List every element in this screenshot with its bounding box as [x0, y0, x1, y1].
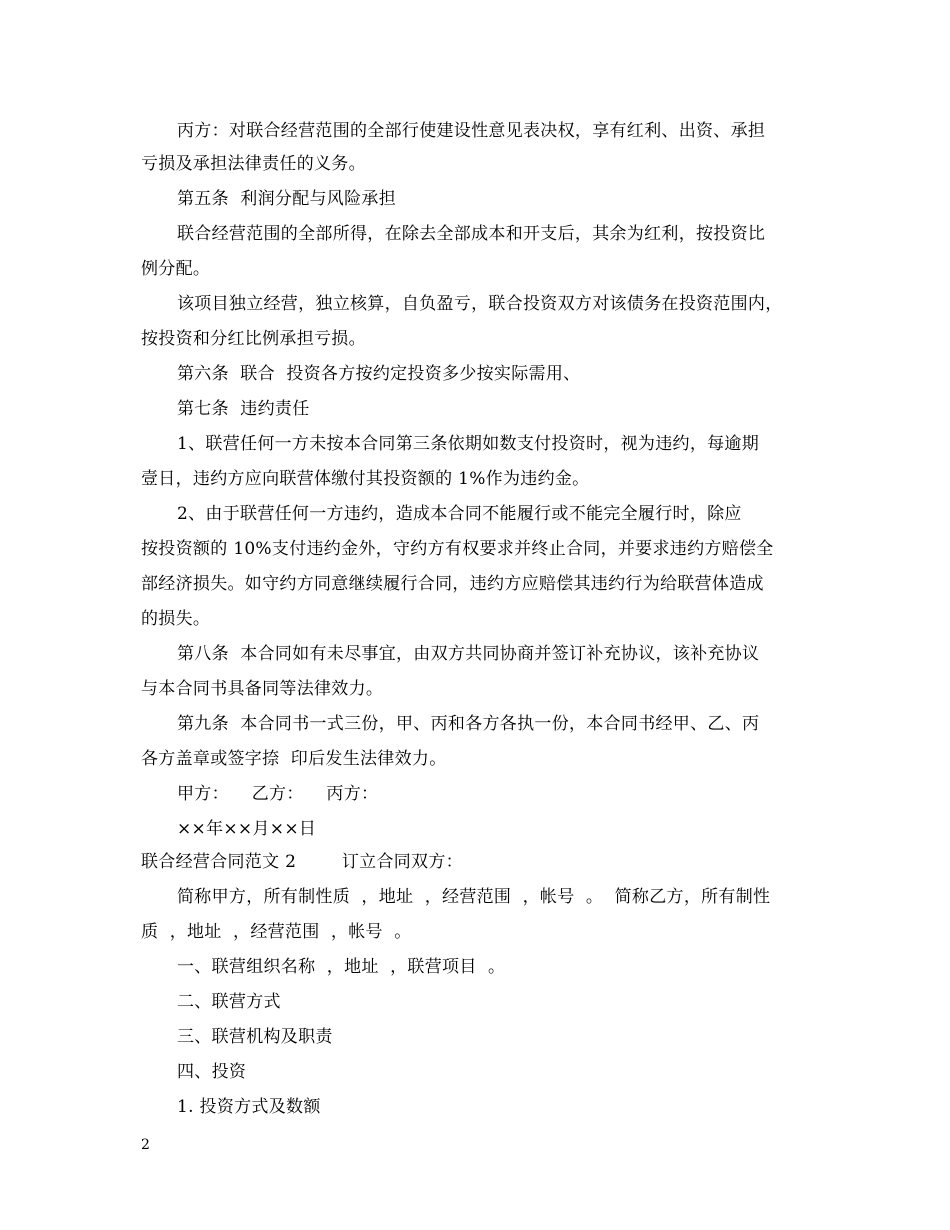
paragraph-line: 部经济损失。如守约方同意继续履行合同，违约方应赔偿其违约行为给联营体造成	[141, 574, 764, 594]
paragraph-line: 该项目独立经营，独立核算，自负盈亏，联合投资双方对该债务在投资范围内，	[177, 294, 783, 314]
paragraph-line: 按投资和分红比例承担亏损。	[141, 329, 366, 349]
paragraph-line: 质 ，地址 ，经营范围 ，帐号 。	[141, 922, 412, 942]
list-item: 一、联营组织名称 ，地址 ，联营项目 。	[177, 957, 506, 977]
signature-date: ××年××月××日	[177, 819, 317, 839]
paragraph-line: 亏损及承担法律责任的义务。	[141, 154, 366, 174]
list-item: 1. 投资方式及数额	[177, 1097, 321, 1117]
page-number: 2	[141, 1137, 150, 1153]
paragraph-line: 与本合同书具备同等法律效力。	[141, 679, 384, 699]
paragraph-line: 简称甲方，所有制性质 ，地址 ，经营范围 ，帐号 。 简称乙方，所有制性	[177, 887, 771, 907]
paragraph-line: 的损失。	[141, 609, 211, 629]
list-item: 三、联营机构及职责	[177, 1027, 333, 1047]
paragraph-line: 例分配。	[141, 259, 211, 279]
paragraph-line: 1、联营任何一方未按本合同第三条依期如数支付投资时，视为违约，每逾期	[177, 434, 760, 454]
paragraph-line: 第八条 本合同如有未尽事宜，由双方共同协商并签订补充协议，该补充协议	[177, 644, 760, 664]
section-heading: 第六条 联合 投资各方按约定投资多少按实际需用、	[177, 364, 581, 384]
paragraph-line: 2、由于联营任何一方违约，造成本合同不能履行或不能完全履行时，除应	[177, 504, 742, 524]
paragraph-line: 按投资额的 10%支付违约金外，守约方有权要求并终止合同，并要求违约方赔偿全	[141, 539, 774, 559]
signature-parties: 甲方： 乙方： 丙方：	[177, 784, 379, 804]
list-item: 四、投资	[177, 1062, 247, 1082]
paragraph-line: 第九条 本合同书一式三份，甲、丙和各方各执一份，本合同书经甲、乙、丙	[177, 714, 760, 734]
section-heading: 第七条 违约责任	[177, 399, 310, 419]
paragraph-line: 联合经营范围的全部所得，在除去全部成本和开支后，其余为红利，按投资比	[177, 224, 766, 244]
section-heading: 第五条 利润分配与风险承担	[177, 189, 397, 209]
document-title: 联合经营合同范文 2 订立合同双方：	[141, 852, 463, 872]
paragraph-line: 各方盖章或签字捺 印后发生法律效力。	[141, 749, 447, 769]
list-item: 二、联营方式	[177, 992, 281, 1012]
paragraph-line: 丙方：对联合经营范围的全部行使建设性意见表决权，享有红利、出资、承担	[177, 121, 766, 141]
paragraph-line: 壹日，违约方应向联营体缴付其投资额的 1%作为违约金。	[141, 469, 590, 489]
